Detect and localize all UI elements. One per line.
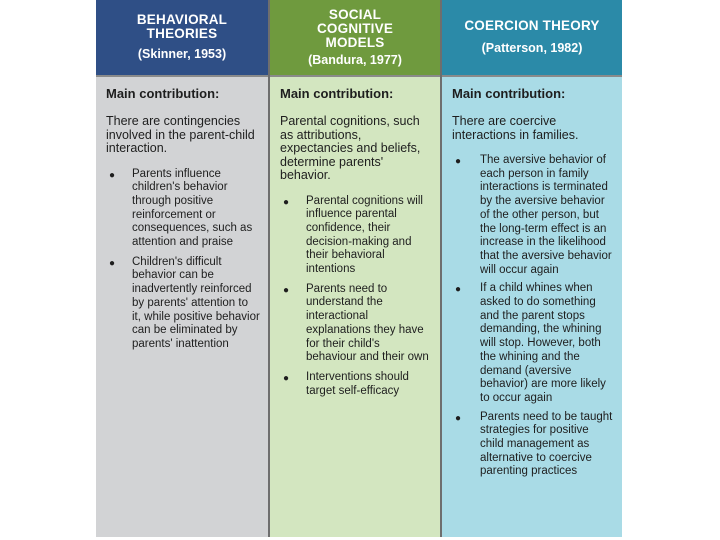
list-item [280,283,432,365]
column-title: SOCIAL COGNITIVE MODELS [316,6,394,50]
list-item [452,282,614,405]
column-social-cognitive-models [270,0,440,537]
bullet-icon: ● [455,156,462,167]
list-item-text: Interventions should target self-efficacy [306,370,409,397]
list-item [106,168,260,250]
main-contribution-label: Main contribution: [280,86,394,101]
list-item-text: The aversive behavior of each person in family interactions is terminated by the aversive behavior of the other person, but the long-term effect is an increase in the likelihood that the aversive behavior will occur again [480,154,612,276]
column-header [442,0,622,77]
bullet-icon: ● [455,412,462,424]
bullet-icon: ● [283,284,290,296]
column-citation: (Skinner, 1953) [137,47,227,61]
column-title: COERCION THEORY [464,18,600,33]
list-item [106,256,260,352]
list-item [280,195,432,277]
main-contribution-text: There are contingencies involved in the parent-child interaction. [106,114,255,155]
column-title: BEHAVIORAL THEORIES [136,12,228,41]
list-item [452,411,614,480]
bullet-icon: ● [455,284,462,296]
list-item [280,371,432,398]
column-citation: (Bandura, 1977) [308,52,402,67]
main-contribution-text: There are coercive interactions in families. [452,114,579,142]
bullet-list [106,168,260,352]
main-contribution-label: Main contribution: [106,86,220,101]
list-item-text: Parents need to understand the interactional explanations they have for their child's behaviour and their own [306,282,429,364]
main-contribution-text: Parental cognitions, such as attributions, expectancies and beliefs, determine parents' behavior. [280,114,421,182]
column-citation: (Patterson, 1982) [481,41,583,55]
column-body [270,77,440,537]
column-header [96,0,268,77]
main-contribution-label: Main contribution: [452,86,566,101]
list-item-text: Children's difficult behavior can be inadvertently reinforced by parents' attention to it, while positive behavior can be eliminated by parents' inattention [132,255,260,350]
list-item-text: Parents need to be taught strategies for positive child management as alternative to coercive parenting practices [480,410,613,478]
bullet-icon: ● [283,372,290,384]
list-item-text: If a child whines when asked to do something and the parent stops demanding, the whining will stop. However, both the whining and the demand (aversive behavior) are more likely to occur again [480,282,606,404]
bullet-icon: ● [283,196,290,208]
column-header [270,0,440,77]
bullet-icon: ● [109,257,116,269]
bullet-list [280,195,432,399]
column-body [442,77,622,537]
column-body [96,77,268,537]
list-item-text: Parental cognitions will influence parental confidence, their decision-making and their behavioral intentions [306,194,423,276]
list-item-text: Parents influence children's behavior through positive reinforcement or consequences, such as attention and praise [132,167,253,249]
column-behavioral-theories [96,0,268,537]
bullet-icon: ● [109,169,116,181]
list-item [452,154,614,277]
column-coercion-theory [442,0,622,537]
theories-comparison-table [96,0,622,537]
bullet-list [452,154,614,479]
